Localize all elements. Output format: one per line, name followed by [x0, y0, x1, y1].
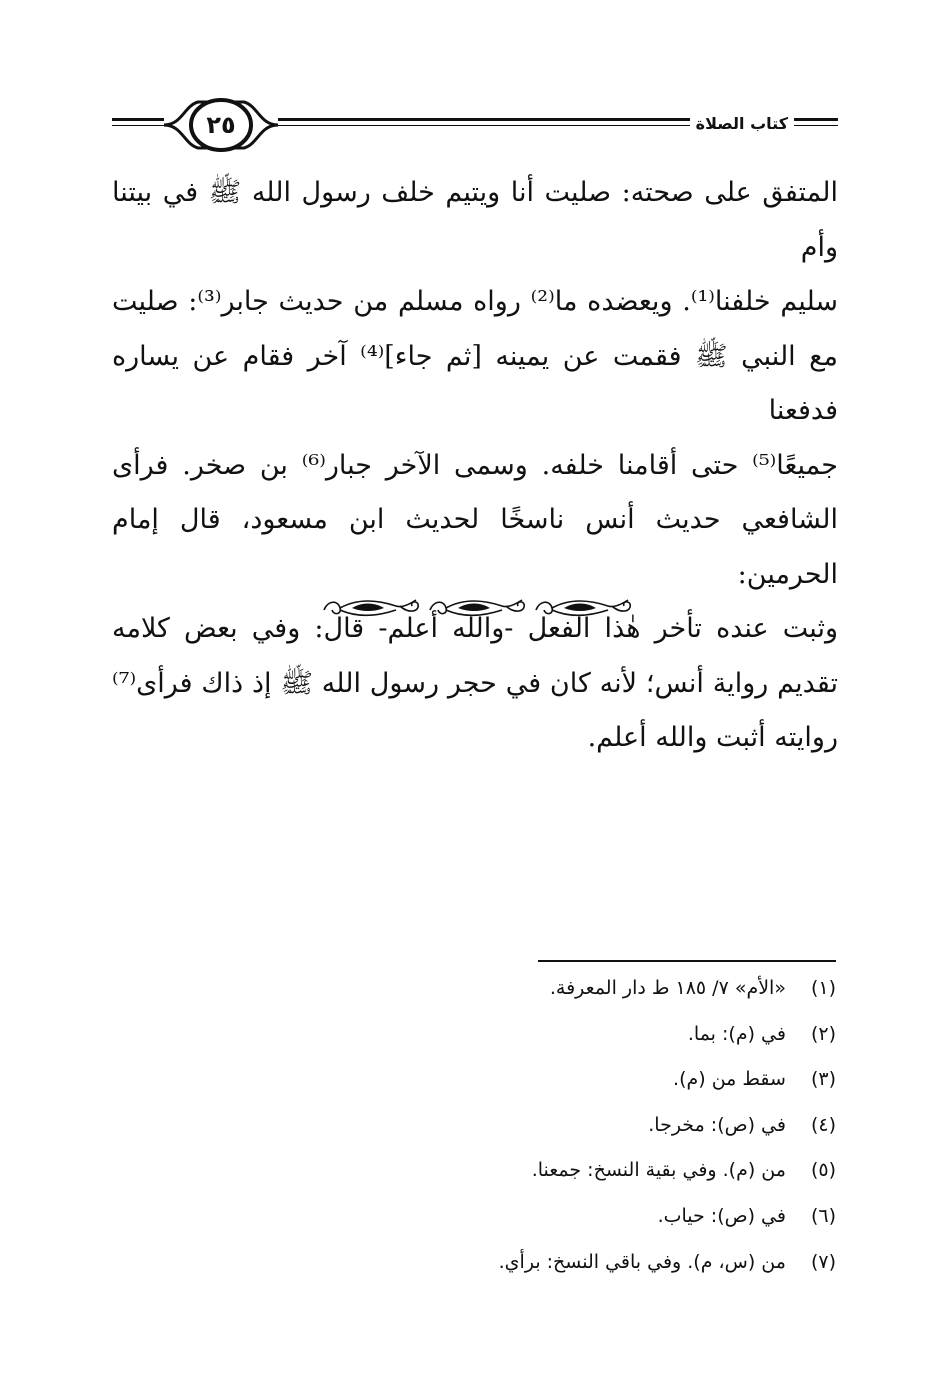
- footnote-marker: (١): [810, 977, 836, 999]
- footnote-text: من (س، م). وفي باقي النسخ: برأي.: [498, 1250, 786, 1273]
- text-line: وثبت عنده تأخر هٰذا الفعل -والله أعلم- قال: وفي بعض كلامه: [112, 613, 838, 644]
- page-number: ٢٥: [206, 111, 236, 139]
- footnote-item: [300, 1194, 836, 1240]
- footnote-item: [300, 1012, 836, 1058]
- text-line: سليم خلفنا⁽¹⁾. ويعضده ما⁽²⁾ رواه مسلم من حديث جابر⁽³⁾: صليت: [112, 286, 839, 317]
- footnote-separator: [538, 960, 836, 962]
- text-line: الشافعي حديث أنس ناسخًا لحديث ابن مسعود، قال إمام الحرمين:: [112, 504, 838, 590]
- footnote-text: في (م): بما.: [687, 1022, 786, 1045]
- text-line: جميعًا⁽⁵⁾ حتى أقامنا خلفه. وسمى الآخر جبار⁽⁶⁾ بن صخر. فرأى: [112, 449, 838, 481]
- footnote-marker: (٦): [810, 1204, 836, 1227]
- footnote-marker: (٣): [810, 1068, 836, 1091]
- footnote-text: سقط من (م).: [673, 1068, 786, 1091]
- text-line: روايته أثبت والله أعلم.: [587, 722, 838, 753]
- footnote-item: [300, 1240, 836, 1286]
- footnote-item: [300, 1103, 836, 1149]
- footnote-text: «الأم» ٧/ ١٨٥ ط دار المعرفة.: [549, 977, 786, 999]
- floral-divider-icon: [318, 592, 634, 622]
- main-text: [112, 166, 838, 766]
- text-line: المتفق على صحته: صليت أنا ويتيم خلف رسول الله ﷺ في بيتنا وأم: [112, 177, 838, 263]
- footnote-marker: (٢): [810, 1022, 836, 1045]
- text-line: تقديم رواية أنس؛ لأنه كان في حجر رسول الله ﷺ إذ ذاك فرأى⁽⁷⁾: [112, 667, 838, 699]
- header-rule-left: [112, 118, 164, 121]
- header-rule-left-thin: [112, 125, 164, 126]
- body-paragraph: [112, 166, 838, 766]
- footnote-item: [300, 1057, 836, 1103]
- footnote-marker: (٤): [810, 1113, 836, 1136]
- footnote-item: [300, 1148, 836, 1194]
- footnote-marker: (٥): [810, 1159, 836, 1182]
- footnotes-list: [300, 966, 836, 1285]
- page-header: [112, 92, 838, 162]
- footnote-text: من (م). وفي بقية النسخ: جمعنا.: [531, 1159, 786, 1182]
- footnote-text: في (ص): حياب.: [657, 1204, 786, 1227]
- footnote-marker: (٧): [810, 1250, 836, 1273]
- text-line: مع النبي ﷺ فقمت عن يمينه [ثم جاء]⁽⁴⁾ آخر فقام عن يساره فدفعنا: [112, 340, 838, 426]
- running-title: كتاب الصلاة: [690, 114, 794, 133]
- page-number-badge: [162, 96, 280, 154]
- footnote-text: في (ص): مخرجا.: [648, 1113, 786, 1136]
- footnote-item: [300, 966, 836, 1012]
